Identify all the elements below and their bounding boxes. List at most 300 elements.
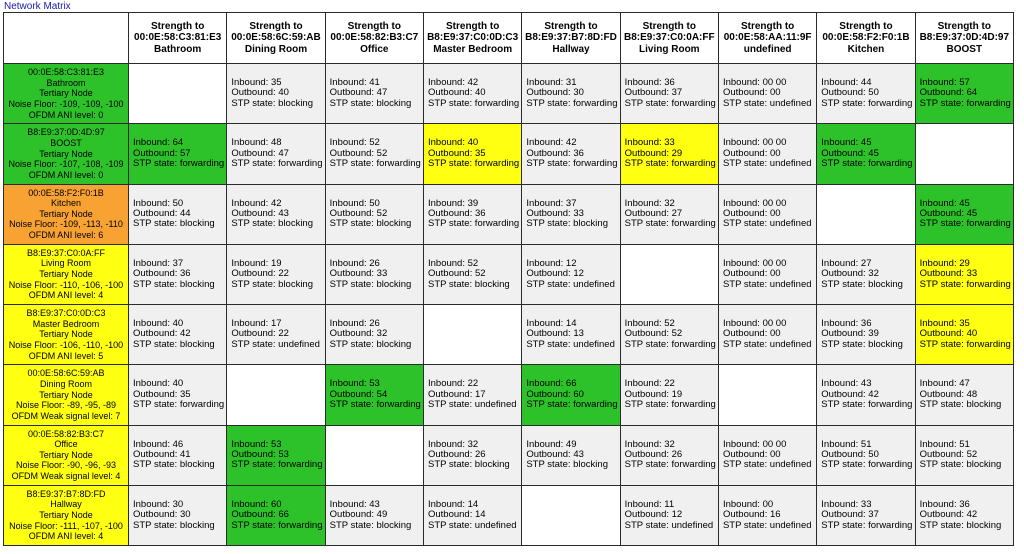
- matrix-body: [4, 64, 1014, 546]
- strength-cell: [817, 485, 915, 545]
- row-header-line: Tertiary Node: [39, 510, 93, 521]
- stp-state: STP state: forwarding: [427, 158, 520, 170]
- stp-state: STP state: undefined: [722, 278, 812, 290]
- outbound-value: Outbound: 36: [526, 147, 584, 159]
- column-header-mac: B8:E9:37:C0:0A:FF: [624, 32, 715, 44]
- inbound-value: Inbound: 32: [624, 438, 675, 450]
- outbound-value: Outbound: 43: [231, 207, 289, 219]
- stp-state: STP state: forwarding: [231, 158, 323, 170]
- strength-cell: [227, 64, 325, 124]
- row-header-line: BOOST: [50, 137, 82, 148]
- stp-state: STP state: blocking: [133, 218, 215, 230]
- strength-cell: [522, 305, 620, 365]
- strength-cell: [620, 305, 718, 365]
- stp-state: STP state: forwarding: [624, 218, 716, 230]
- column-header-node-name: Master Bedroom: [433, 43, 513, 55]
- inbound-value: Inbound: 30: [133, 498, 184, 510]
- stp-state: STP state: blocking: [821, 338, 903, 350]
- table-row: [4, 124, 1014, 184]
- strength-cell: [129, 184, 227, 244]
- stp-state: STP state: undefined: [722, 158, 812, 170]
- outbound-value: Outbound: 42: [919, 509, 978, 521]
- strength-cell: [129, 365, 227, 425]
- stp-state: STP state: forwarding: [329, 399, 421, 411]
- strength-cell: [817, 124, 915, 184]
- column-header-node-name: undefined: [743, 43, 792, 55]
- stp-state: STP state: blocking: [919, 519, 1002, 531]
- strength-cell: [325, 365, 423, 425]
- strength-cell: [817, 244, 915, 304]
- stp-state: STP state: blocking: [821, 278, 903, 290]
- inbound-value: Inbound: 22: [624, 378, 675, 390]
- inbound-value: Inbound: 39: [427, 197, 479, 209]
- inbound-value: Inbound: 14: [427, 498, 479, 510]
- column-header-node-name: Kitchen: [847, 43, 885, 55]
- inbound-value: Inbound: 45: [821, 137, 872, 149]
- inbound-value: Inbound: 00 00: [722, 318, 787, 330]
- inbound-value: Inbound: 26: [329, 318, 380, 330]
- column-header: [620, 13, 718, 64]
- stp-state: STP state: blocking: [329, 519, 412, 531]
- column-header: [423, 13, 521, 64]
- stp-state: STP state: forwarding: [526, 97, 618, 109]
- table-row: [4, 244, 1014, 304]
- self-cell: [325, 425, 423, 485]
- self-cell: [423, 305, 521, 365]
- outbound-value: Outbound: 36: [133, 268, 191, 280]
- outbound-value: Outbound: 47: [231, 147, 289, 159]
- table-row: [4, 365, 1014, 425]
- inbound-value: Inbound: 19: [231, 257, 282, 269]
- row-header-line: Tertiary Node: [39, 208, 93, 219]
- outbound-value: Outbound: 50: [821, 448, 879, 460]
- stp-state: STP state: forwarding: [427, 97, 520, 109]
- inbound-value: Inbound: 00 00: [722, 197, 787, 209]
- inbound-value: Inbound: 42: [427, 77, 479, 89]
- strength-cell: [718, 244, 816, 304]
- strength-cell: [817, 305, 915, 365]
- outbound-value: Outbound: 33: [329, 268, 388, 280]
- inbound-value: Inbound: 43: [821, 378, 872, 390]
- inbound-value: Inbound: 00 00: [722, 77, 787, 89]
- stp-state: STP state: forwarding: [624, 97, 716, 109]
- inbound-value: Inbound: 49: [526, 438, 577, 450]
- outbound-value: Outbound: 36: [427, 207, 486, 219]
- outbound-value: Outbound: 32: [821, 268, 879, 280]
- strength-cell: [325, 124, 423, 184]
- stp-state: STP state: forwarding: [231, 519, 323, 531]
- inbound-value: Inbound: 37: [133, 257, 184, 269]
- stp-state: STP state: blocking: [526, 218, 608, 230]
- row-header-line: B8:E9:37:C0:0D:C3: [26, 308, 106, 319]
- inbound-value: Inbound: 36: [624, 77, 675, 89]
- inbound-value: Inbound: 53: [329, 378, 380, 390]
- strength-cell: [915, 184, 1013, 244]
- stp-state: STP state: forwarding: [821, 158, 913, 170]
- strength-cell: [423, 365, 521, 425]
- inbound-value: Inbound: 11: [624, 498, 675, 510]
- inbound-value: Inbound: 22: [427, 378, 479, 390]
- stp-state: STP state: undefined: [722, 459, 812, 471]
- stp-state: STP state: forwarding: [624, 338, 716, 350]
- stp-state: STP state: forwarding: [919, 218, 1011, 230]
- outbound-value: Outbound: 47: [329, 87, 388, 99]
- stp-state: STP state: blocking: [526, 459, 608, 471]
- column-header-mac: 00:0E:58:82:B3:C7: [330, 32, 419, 44]
- strength-cell: [620, 365, 718, 425]
- strength-cell: [620, 184, 718, 244]
- stp-state: STP state: undefined: [722, 218, 812, 230]
- stp-state: STP state: blocking: [133, 338, 215, 350]
- strength-cell: [915, 305, 1013, 365]
- outbound-value: Outbound: 53: [231, 448, 289, 460]
- row-header-node-info: [4, 184, 129, 244]
- outbound-value: Outbound: 45: [821, 147, 879, 159]
- column-header-label: Strength to: [347, 20, 401, 32]
- strength-cell: [129, 425, 227, 485]
- outbound-value: Outbound: 49: [329, 509, 388, 521]
- column-header: [522, 13, 620, 64]
- outbound-value: Outbound: 52: [329, 147, 388, 159]
- outbound-value: Outbound: 40: [231, 87, 289, 99]
- stp-state: STP state: blocking: [231, 278, 314, 290]
- stp-state: STP state: blocking: [133, 459, 215, 471]
- outbound-value: Outbound: 26: [427, 448, 486, 460]
- inbound-value: Inbound: 53: [231, 438, 282, 450]
- column-header-mac: 00:0E:58:6C:59:AB: [231, 32, 321, 44]
- row-header-line: 00:0E:58:6C:59:AB: [27, 368, 105, 379]
- strength-cell: [915, 425, 1013, 485]
- stp-state: STP state: forwarding: [133, 399, 225, 411]
- column-header-mac: 00:0E:58:F2:F0:1B: [822, 32, 910, 44]
- stp-state: STP state: undefined: [624, 519, 714, 531]
- stp-state: STP state: forwarding: [133, 158, 225, 170]
- row-header-line: OFDM ANI level: 4: [28, 531, 104, 542]
- row-header-node-info: [4, 64, 129, 124]
- self-cell: [915, 124, 1013, 184]
- inbound-value: Inbound: 36: [821, 318, 872, 330]
- strength-cell: [423, 244, 521, 304]
- stp-state: STP state: blocking: [427, 278, 510, 290]
- inbound-value: Inbound: 52: [427, 257, 479, 269]
- outbound-value: Outbound: 00: [722, 448, 781, 460]
- inbound-value: Inbound: 36: [919, 498, 970, 510]
- stp-state: STP state: blocking: [133, 519, 215, 531]
- outbound-value: Outbound: 44: [133, 207, 191, 219]
- inbound-value: Inbound: 12: [526, 257, 577, 269]
- stp-state: STP state: forwarding: [624, 399, 716, 411]
- row-header-line: Noise Floor: -109, -113, -110: [9, 219, 123, 230]
- strength-cell: [620, 64, 718, 124]
- outbound-value: Outbound: 40: [427, 87, 486, 99]
- strength-cell: [423, 124, 521, 184]
- row-header-line: OFDM ANI level: 4: [28, 290, 104, 301]
- strength-cell: [227, 244, 325, 304]
- outbound-value: Outbound: 12: [526, 268, 584, 280]
- outbound-value: Outbound: 57: [133, 147, 191, 159]
- row-header-line: Hallway: [50, 499, 82, 510]
- outbound-value: Outbound: 12: [624, 509, 683, 521]
- table-row: [4, 305, 1014, 365]
- stp-state: STP state: blocking: [231, 218, 314, 230]
- strength-cell: [129, 244, 227, 304]
- stp-state: STP state: forwarding: [427, 218, 520, 230]
- inbound-value: Inbound: 00 00: [722, 137, 787, 149]
- table-row: [4, 485, 1014, 545]
- strength-cell: [522, 365, 620, 425]
- column-header-label: Strength to: [937, 20, 991, 32]
- stp-state: STP state: blocking: [231, 97, 314, 109]
- inbound-value: Inbound: 35: [231, 77, 282, 89]
- row-header-line: 00:0E:58:F2:F0:1B: [28, 187, 104, 198]
- outbound-value: Outbound: 35: [133, 388, 191, 400]
- outbound-value: Outbound: 42: [821, 388, 879, 400]
- outbound-value: Outbound: 14: [427, 509, 486, 521]
- row-header-line: Office: [54, 439, 78, 450]
- inbound-value: Inbound: 37: [526, 197, 577, 209]
- row-header-line: OFDM ANI level: 6: [28, 230, 104, 241]
- outbound-value: Outbound: 48: [919, 388, 978, 400]
- inbound-value: Inbound: 51: [919, 438, 970, 450]
- strength-cell: [522, 64, 620, 124]
- row-header-node-info: [4, 124, 129, 184]
- page-title: Network Matrix: [4, 1, 71, 12]
- strength-cell: [423, 64, 521, 124]
- row-header-line: Kitchen: [50, 198, 82, 209]
- strength-cell: [817, 64, 915, 124]
- inbound-value: Inbound: 40: [133, 378, 184, 390]
- column-header: [817, 13, 915, 64]
- inbound-value: Inbound: 48: [231, 137, 282, 149]
- self-cell: [227, 365, 325, 425]
- inbound-value: Inbound: 47: [919, 378, 970, 390]
- strength-cell: [718, 305, 816, 365]
- self-cell: [817, 184, 915, 244]
- strength-cell: [325, 184, 423, 244]
- inbound-value: Inbound: 40: [427, 137, 479, 149]
- strength-cell: [423, 425, 521, 485]
- row-header-line: Noise Floor: -107, -108, -109: [8, 159, 124, 170]
- inbound-value: Inbound: 26: [329, 257, 380, 269]
- stp-state: STP state: blocking: [329, 218, 412, 230]
- row-header-line: Noise Floor: -106, -110, -100: [8, 339, 124, 350]
- row-header-node-info: [4, 244, 129, 304]
- strength-cell: [522, 184, 620, 244]
- strength-cell: [915, 365, 1013, 425]
- outbound-value: Outbound: 19: [624, 388, 683, 400]
- outbound-value: Outbound: 52: [624, 328, 683, 340]
- inbound-value: Inbound: 51: [821, 438, 872, 450]
- outbound-value: Outbound: 60: [526, 388, 584, 400]
- stp-state: STP state: forwarding: [821, 399, 913, 411]
- outbound-value: Outbound: 42: [133, 328, 191, 340]
- row-header-line: Living Room: [40, 258, 92, 269]
- stp-state: STP state: forwarding: [821, 97, 913, 109]
- strength-cell: [620, 485, 718, 545]
- outbound-value: Outbound: 39: [821, 328, 879, 340]
- stp-state: STP state: blocking: [329, 338, 412, 350]
- row-header-line: OFDM Weak signal level: 4: [11, 471, 121, 482]
- outbound-value: Outbound: 32: [329, 328, 388, 340]
- row-header-node-info: [4, 365, 129, 425]
- outbound-value: Outbound: 50: [821, 87, 879, 99]
- column-header: [227, 13, 325, 64]
- corner-cell: [4, 13, 129, 64]
- outbound-value: Outbound: 16: [722, 509, 781, 521]
- outbound-value: Outbound: 43: [526, 448, 584, 460]
- self-cell: [620, 244, 718, 304]
- outbound-value: Outbound: 66: [231, 509, 289, 521]
- strength-cell: [423, 485, 521, 545]
- column-header-row: [4, 13, 1014, 64]
- strength-cell: [325, 64, 423, 124]
- outbound-value: Outbound: 33: [526, 207, 584, 219]
- outbound-value: Outbound: 54: [329, 388, 388, 400]
- row-header-line: Master Bedroom: [32, 318, 100, 329]
- strength-cell: [129, 485, 227, 545]
- outbound-value: Outbound: 37: [821, 509, 879, 521]
- strength-cell: [718, 365, 816, 425]
- inbound-value: Inbound: 32: [624, 197, 675, 209]
- stp-state: STP state: blocking: [329, 278, 412, 290]
- strength-cell: [915, 244, 1013, 304]
- strength-cell: [915, 64, 1013, 124]
- column-header-mac: 00:0E:58:AA:11:9F: [723, 32, 812, 44]
- outbound-value: Outbound: 41: [133, 448, 191, 460]
- outbound-value: Outbound: 33: [919, 268, 978, 280]
- outbound-value: Outbound: 29: [624, 147, 683, 159]
- inbound-value: Inbound: 00 00: [722, 257, 787, 269]
- outbound-value: Outbound: 13: [526, 328, 584, 340]
- row-header-node-info: [4, 485, 129, 545]
- row-header-line: Tertiary Node: [39, 389, 93, 400]
- row-header-line: B8:E9:37:0D:4D:97: [27, 127, 105, 138]
- stp-state: STP state: blocking: [427, 459, 510, 471]
- row-header-line: Tertiary Node: [39, 88, 93, 99]
- table-row: [4, 184, 1014, 244]
- outbound-value: Outbound: 30: [526, 87, 584, 99]
- row-header-line: Noise Floor: -111, -107, -100: [9, 520, 123, 531]
- outbound-value: Outbound: 52: [919, 448, 978, 460]
- row-header-line: OFDM Weak signal level: 7: [11, 410, 121, 421]
- strength-cell: [817, 365, 915, 425]
- table-row: [4, 425, 1014, 485]
- stp-state: STP state: forwarding: [821, 519, 913, 531]
- outbound-value: Outbound: 52: [427, 268, 486, 280]
- column-header-mac: B8:E9:37:0D:4D:97: [919, 32, 1010, 44]
- stp-state: STP state: blocking: [919, 399, 1002, 411]
- strength-cell: [522, 124, 620, 184]
- row-header-line: OFDM ANI level: 5: [28, 350, 104, 361]
- strength-cell: [325, 305, 423, 365]
- stp-state: STP state: forwarding: [821, 459, 913, 471]
- inbound-value: Inbound: 00 00: [722, 438, 787, 450]
- outbound-value: Outbound: 22: [231, 268, 289, 280]
- strength-cell: [227, 425, 325, 485]
- strength-cell: [129, 305, 227, 365]
- strength-cell: [423, 184, 521, 244]
- inbound-value: Inbound: 29: [919, 257, 970, 269]
- outbound-value: Outbound: 26: [624, 448, 683, 460]
- strength-cell: [718, 64, 816, 124]
- column-header-label: Strength to: [740, 20, 795, 32]
- stp-state: STP state: forwarding: [624, 459, 716, 471]
- row-header-line: B8:E9:37:B7:8D:FD: [26, 488, 106, 499]
- column-header-node-name: Hallway: [552, 43, 590, 55]
- strength-cell: [620, 425, 718, 485]
- row-header-line: Bathroom: [46, 77, 86, 88]
- inbound-value: Inbound: 44: [821, 77, 872, 89]
- column-header-node-name: Dining Room: [244, 43, 308, 55]
- network-matrix-table: [3, 12, 1014, 546]
- outbound-value: Outbound: 52: [329, 207, 388, 219]
- inbound-value: Inbound: 64: [133, 137, 184, 149]
- stp-state: STP state: forwarding: [624, 158, 716, 170]
- strength-cell: [620, 124, 718, 184]
- column-header-node-name: Bathroom: [154, 43, 202, 55]
- inbound-value: Inbound: 52: [624, 318, 675, 330]
- row-header-line: OFDM ANI level: 0: [28, 169, 104, 180]
- outbound-value: Outbound: 00: [722, 147, 781, 159]
- strength-cell: [718, 485, 816, 545]
- strength-cell: [227, 124, 325, 184]
- strength-cell: [718, 425, 816, 485]
- stp-state: STP state: undefined: [427, 399, 517, 411]
- inbound-value: Inbound: 32: [427, 438, 479, 450]
- inbound-value: Inbound: 33: [624, 137, 675, 149]
- inbound-value: Inbound: 45: [919, 197, 970, 209]
- column-header: [129, 13, 227, 64]
- stp-state: STP state: forwarding: [526, 399, 618, 411]
- column-header: [718, 13, 816, 64]
- stp-state: STP state: undefined: [427, 519, 517, 531]
- inbound-value: Inbound: 50: [329, 197, 380, 209]
- column-header-label: Strength to: [445, 20, 500, 32]
- row-header-line: Noise Floor: -90, -96, -93: [15, 460, 117, 471]
- inbound-value: Inbound: 60: [231, 498, 282, 510]
- strength-cell: [227, 305, 325, 365]
- row-header-line: 00:0E:58:C3:81:E3: [27, 67, 105, 78]
- inbound-value: Inbound: 00: [722, 498, 774, 510]
- column-header: [915, 13, 1013, 64]
- outbound-value: Outbound: 00: [722, 207, 781, 219]
- row-header-node-info: [4, 305, 129, 365]
- outbound-value: Outbound: 17: [427, 388, 486, 400]
- strength-cell: [325, 485, 423, 545]
- column-header-label: Strength to: [151, 20, 205, 32]
- column-header-mac: 00:0E:58:C3:81:E3: [134, 32, 222, 44]
- inbound-value: Inbound: 33: [821, 498, 872, 510]
- column-header-node-name: Office: [360, 43, 389, 55]
- outbound-value: Outbound: 22: [231, 328, 289, 340]
- stp-state: STP state: forwarding: [329, 158, 421, 170]
- inbound-value: Inbound: 57: [919, 77, 970, 89]
- inbound-value: Inbound: 41: [329, 77, 380, 89]
- table-row: [4, 64, 1014, 124]
- strength-cell: [718, 124, 816, 184]
- stp-state: STP state: forwarding: [526, 158, 618, 170]
- inbound-value: Inbound: 42: [231, 197, 282, 209]
- row-header-line: Noise Floor: -89, -95, -89: [15, 400, 117, 411]
- inbound-value: Inbound: 66: [526, 378, 577, 390]
- self-cell: [129, 64, 227, 124]
- column-header-label: Strength to: [544, 20, 598, 32]
- strength-cell: [522, 425, 620, 485]
- column-header-node-name: BOOST: [946, 43, 983, 55]
- outbound-value: Outbound: 30: [133, 509, 191, 521]
- outbound-value: Outbound: 00: [722, 87, 781, 99]
- inbound-value: Inbound: 50: [133, 197, 184, 209]
